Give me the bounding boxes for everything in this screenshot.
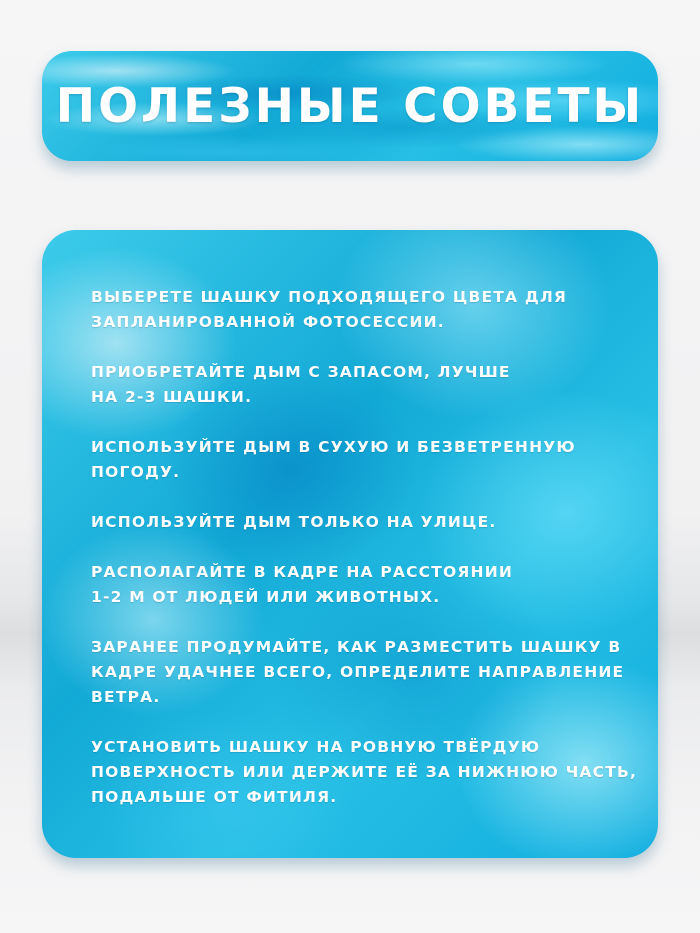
tips-panel <box>42 230 658 858</box>
tip-line: УСТАНОВИТЬ ШАШКУ НА РОВНУЮ ТВЁРДУЮ <box>91 738 541 756</box>
tip-line: РАСПОЛАГАЙТЕ В КАДРЕ НА РАССТОЯНИИ <box>91 563 514 581</box>
tip-line: ПРИОБРЕТАЙТЕ ДЫМ С ЗАПАСОМ, ЛУЧШЕ <box>91 363 511 381</box>
tip-item <box>91 435 631 485</box>
tip-line: 1-2 М ОТ ЛЮДЕЙ ИЛИ ЖИВОТНЫХ. <box>91 588 441 606</box>
tip-item <box>91 635 631 710</box>
tip-line: ИСПОЛЬЗУЙТЕ ДЫМ В СУХУЮ И БЕЗВЕТРЕННУЮ <box>91 438 576 456</box>
tip-item <box>91 285 631 335</box>
tip-item <box>91 735 638 810</box>
tip-item <box>91 560 631 610</box>
tip-line: ВЫБЕРЕТЕ ШАШКУ ПОДХОДЯЩЕГО ЦВЕТА ДЛЯ <box>91 288 568 306</box>
tip-line: НА 2-3 ШАШКИ. <box>91 388 253 406</box>
tip-line: ИСПОЛЬЗУЙТЕ ДЫМ ТОЛЬКО НА УЛИЦЕ. <box>91 513 497 531</box>
tip-line: ПОДАЛЬШЕ ОТ ФИТИЛЯ. <box>91 788 338 806</box>
title-banner <box>42 51 658 161</box>
tip-item <box>91 510 631 535</box>
tip-line: ПОГОДУ. <box>91 463 181 481</box>
tip-item <box>91 360 631 410</box>
tip-line: ВЕТРА. <box>91 688 161 706</box>
tip-line: ЗАРАНЕЕ ПРОДУМАЙТЕ, КАК РАЗМЕСТИТЬ ШАШКУ В <box>91 638 622 656</box>
tips-list <box>91 285 638 835</box>
tip-line: ПОВЕРХНОСТЬ ИЛИ ДЕРЖИТЕ ЕЁ ЗА НИЖНЮЮ ЧАСТЬ, <box>91 763 638 781</box>
tip-line: КАДРЕ УДАЧНЕЕ ВСЕГО, ОПРЕДЕЛИТЕ НАПРАВЛЕНИЕ <box>91 663 625 681</box>
page-title: ПОЛЕЗНЫЕ СОВЕТЫ <box>55 78 645 134</box>
tip-line: ЗАПЛАНИРОВАННОЙ ФОТОСЕССИИ. <box>91 313 445 331</box>
